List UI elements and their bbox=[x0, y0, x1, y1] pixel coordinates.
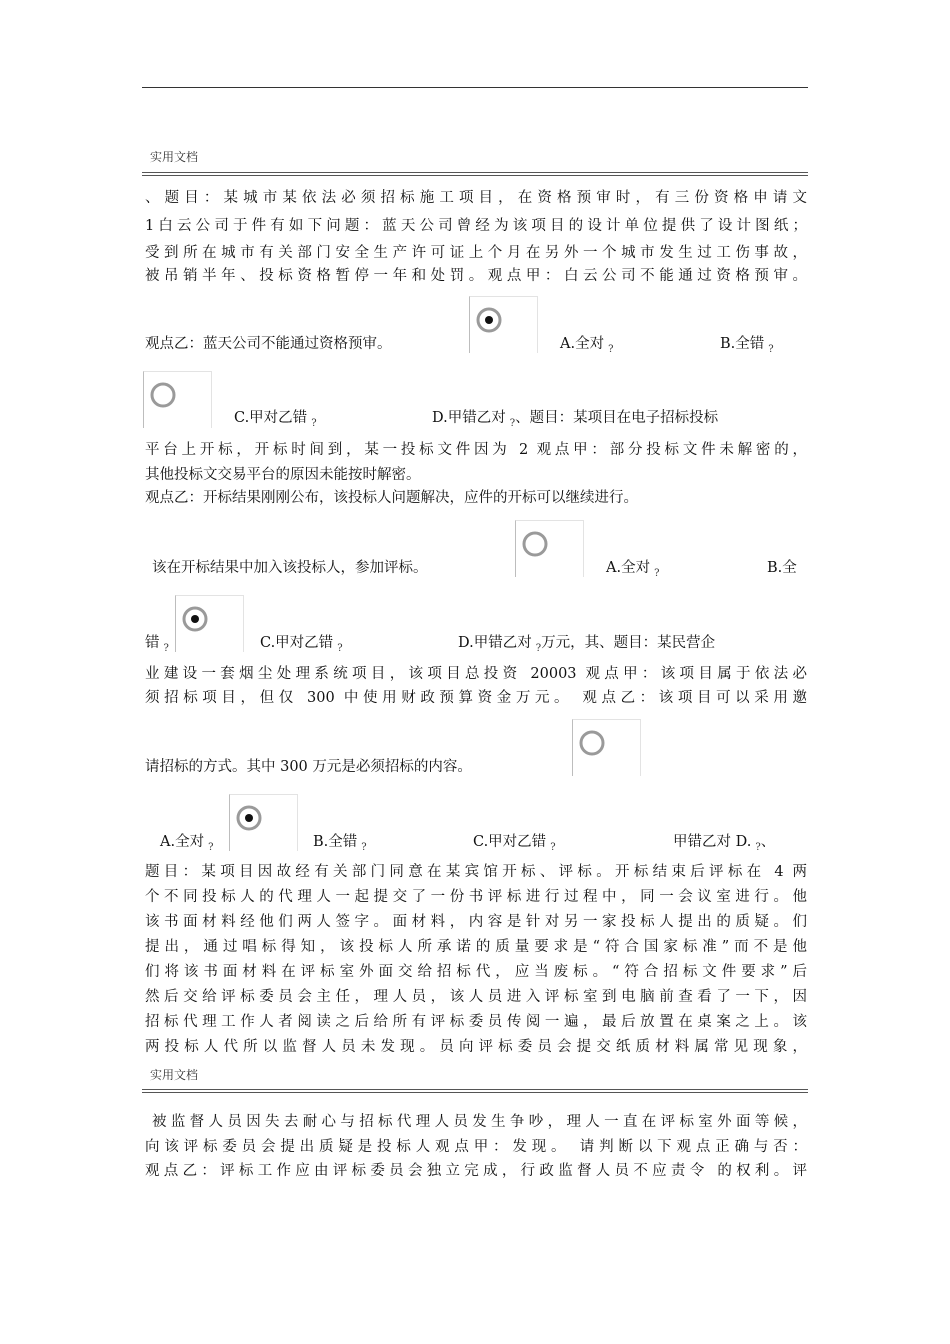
text-line: 观点乙：开标结果刚刚公布，该投标人问题解决，应件的开标可以继续进行。 bbox=[145, 490, 638, 506]
marker: ? bbox=[163, 643, 169, 654]
text-line: 万元，其、题目：某民营企 bbox=[541, 635, 716, 651]
text-line: 错 $_?$ bbox=[145, 635, 169, 654]
option-a[interactable]: A.全对 $_?$ bbox=[606, 560, 660, 579]
text-line: 向该评标委员会提出质疑是投标人观点甲：发现。 请判断以下观点正确与否： bbox=[145, 1139, 807, 1155]
radio-option-empty[interactable] bbox=[143, 371, 212, 428]
text-line: 被监督人员因失去耐心与招标代理人员发生争吵，理人一直在评标室外面等候， bbox=[152, 1114, 807, 1130]
radio-option-selected[interactable] bbox=[469, 296, 538, 353]
radio-selected-icon bbox=[180, 604, 210, 634]
header-label: 实用文档 bbox=[150, 1068, 199, 1082]
option-d[interactable]: D.甲错乙对 $_?$万元，其、题目：某民营企 bbox=[458, 635, 716, 654]
marker: ? bbox=[755, 842, 761, 853]
marker: ? bbox=[208, 842, 214, 853]
text-line: 提出，通过唱标得知，该投标人所承诺的质量要求是“符合国家标准”而不是他 bbox=[145, 939, 807, 955]
text-line: 该在开标结果中加入该投标人，参加评标。 bbox=[152, 560, 428, 576]
radio-option-selected[interactable] bbox=[175, 595, 244, 652]
text-line: 请招标的方式。其中 300 万元是必须招标的内容。 bbox=[145, 759, 472, 775]
text-line: 须招标项目，但仅 300 中使用财政预算资金万元。 观点乙：该项目可以采用邀 bbox=[145, 690, 807, 706]
option-b[interactable]: B.全错 $_?$ bbox=[720, 336, 774, 355]
marker: ? bbox=[361, 842, 367, 853]
option-b[interactable]: B.全错 $_?$ bbox=[313, 834, 367, 853]
radio-option-empty[interactable] bbox=[515, 520, 584, 577]
option-a[interactable]: A.全对 $_?$ bbox=[560, 336, 614, 355]
option-d[interactable]: 甲错乙对 D. $_?$、 bbox=[673, 834, 776, 853]
marker: ? bbox=[509, 418, 516, 429]
text-line: 、 bbox=[760, 834, 776, 850]
radio-empty-icon bbox=[520, 529, 550, 559]
top-rule bbox=[142, 87, 808, 88]
radio-selected-icon bbox=[474, 305, 504, 335]
text-line: 然后交给评标委员会主任，理人员，该人员进入评标室到电脑前查看了一下，因 bbox=[145, 989, 807, 1005]
text-line: 业建设一套烟尘处理系统项目，该项目总投资 20003 观点甲：该项目属于依法必 bbox=[145, 666, 807, 682]
text-line: 个不同投标人的代理人一起提交了一份书评标进行过程中，同一会议室进行。他 bbox=[145, 889, 807, 905]
marker: ? bbox=[768, 344, 774, 355]
option-d[interactable]: D.甲错乙对 $_?$、题目：某项目在电子招标投标 bbox=[432, 410, 719, 429]
marker: ? bbox=[608, 344, 614, 355]
option-c[interactable]: C.甲对乙错 $_?$ bbox=[260, 635, 343, 654]
radio-option-selected[interactable] bbox=[229, 794, 298, 851]
option-a[interactable]: A.全对 $_?$ bbox=[160, 834, 214, 853]
option-c[interactable]: C.甲对乙错 $_?$ bbox=[234, 410, 317, 429]
text-line: 们将该书面材料在评标室外面交给招标代，应当废标。“符合招标文件要求”后 bbox=[145, 964, 807, 980]
text-line: 1白云公司于件有如下问题：蓝天公司曾经为该项目的设计单位提供了设计图纸； bbox=[145, 218, 807, 234]
marker: ? bbox=[535, 643, 542, 654]
marker: ? bbox=[337, 643, 343, 654]
radio-option-empty[interactable] bbox=[572, 719, 641, 776]
header-double-rule bbox=[142, 172, 808, 176]
text-line: 观点乙：蓝天公司不能通过资格预审。 bbox=[145, 336, 392, 352]
text-line: 受到所在城市有关部门安全生产许可证上个月在另外一个城市发生过工伤事故， bbox=[145, 245, 807, 261]
marker: ? bbox=[311, 418, 317, 429]
marker: ? bbox=[654, 568, 660, 579]
option-c[interactable]: C.甲对乙错 $_?$ bbox=[473, 834, 556, 853]
header-double-rule bbox=[142, 1089, 808, 1093]
text-line: 、题目：某城市某依法必须招标施工项目，在资格预审时，有三份资格申请文 bbox=[145, 190, 807, 206]
text-line: 题目：某项目因故经有关部门同意在某宾馆开标、评标。开标结束后评标在 4 两 bbox=[145, 864, 807, 880]
text-line: 平台上开标，开标时间到，某一投标文件因为 2 观点甲：部分投标文件未解密的， bbox=[145, 442, 807, 458]
text-line: 招标代理工作人者阅读之后给所有评标委员传阅一遍，最后放置在桌案之上。该 bbox=[145, 1014, 807, 1030]
text-line: 两投标人代所以监督人员未发现。员向评标委员会提交纸质材料属常见现象， bbox=[145, 1039, 807, 1055]
radio-empty-icon bbox=[577, 728, 607, 758]
marker: ? bbox=[550, 842, 556, 853]
text-line: 其他投标文交易平台的原因未能按时解密。 bbox=[145, 467, 421, 483]
text-line: 被吊销半年、投标资格暂停一年和处罚。观点甲：白云公司不能通过资格预审。 bbox=[145, 268, 807, 284]
radio-empty-icon bbox=[148, 380, 178, 410]
text-line: 观点乙：评标工作应由评标委员会独立完成，行政监督人员不应责令 的权利。评 bbox=[145, 1163, 807, 1179]
radio-selected-icon bbox=[234, 803, 264, 833]
text-line: 该书面材料经他们两人签字。面材料，内容是针对另一家投标人提出的质疑。们 bbox=[145, 914, 807, 930]
header-label: 实用文档 bbox=[150, 150, 199, 164]
text-line: 、题目：某项目在电子招标投标 bbox=[515, 410, 719, 426]
option-b[interactable]: B.全 bbox=[767, 560, 797, 576]
